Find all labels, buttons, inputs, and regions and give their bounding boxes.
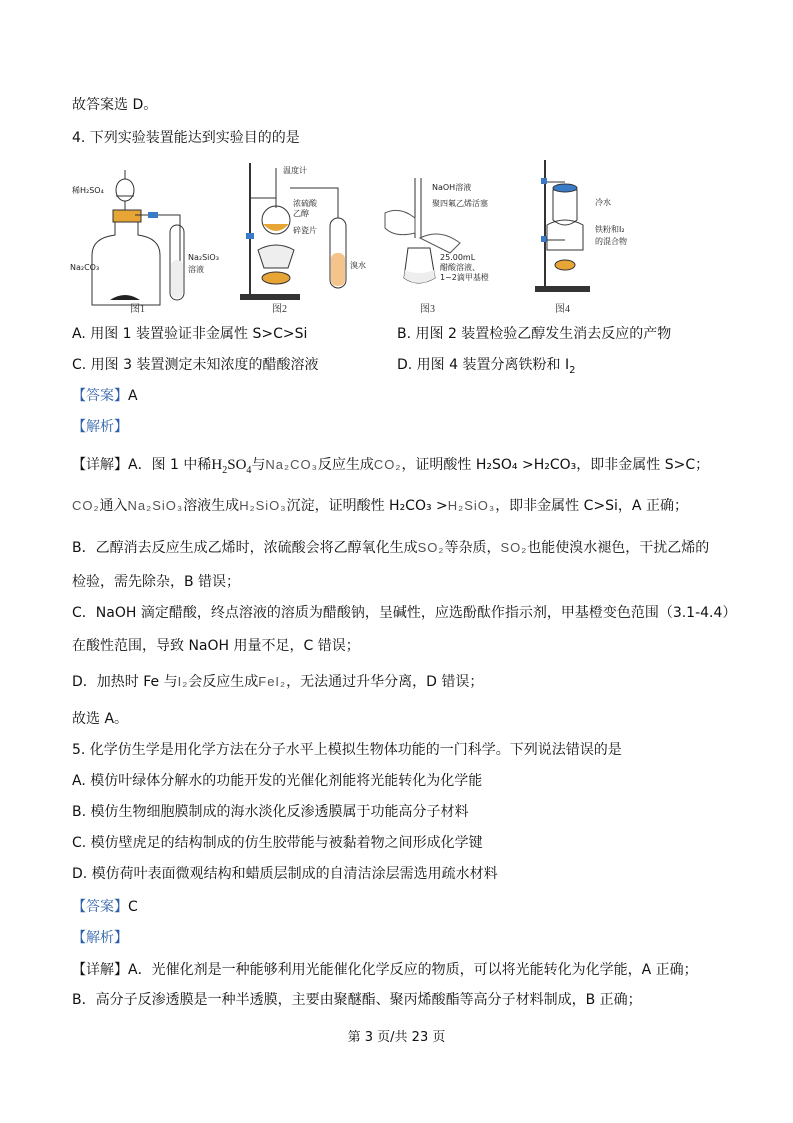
q4-detail-line-1: 【详解】A．图 1 中稀$H_2SO_4$与Na₂CO₃反应生成CO₂，证明酸性 H₂SO₄ >H₂CO₃，即非金属性 S>C；	[72, 457, 710, 476]
figure-4-caption: 图4	[555, 304, 570, 315]
prev-conclusion: 故答案选 D。	[72, 97, 158, 113]
q5-option-d: D. 模仿荷叶表面微观结构和蜡质层制成的自清洁涂层需选用疏水材料	[72, 866, 498, 882]
svg-text:乙醇: 乙醇	[293, 209, 309, 218]
page-footer: 第 3 页/共 23 页	[347, 1030, 446, 1045]
q5-option-c: C. 模仿壁虎足的结构制成的仿生胶带能与被黏着物之间形成化学键	[72, 835, 483, 851]
q5-answer: 【答案】C	[72, 899, 138, 915]
q4-detail-line-2: CO₂通入Na₂SiO₃溶液生成H₂SiO₃沉淀，证明酸性 H₂CO₃ >H₂SiO₃，即非金属性 C>Si，A 正确；	[72, 498, 688, 514]
q4-detail-line-7: D．加热时 Fe 与I₂会反应生成FeI₂，无法通过升华分离，D 错误；	[72, 674, 484, 690]
svg-text:1~2滴甲基橙: 1~2滴甲基橙	[440, 273, 489, 282]
q5-detail-line-1: 【详解】A．光催化剂是一种能够利用光能催化化学反应的物质，可以将光能转化为化学能，A 正确；	[72, 962, 698, 978]
q5-stem: 5. 化学仿生学是用化学方法在分子水平上模拟生物体功能的一门科学。下列说法错误的是	[72, 742, 622, 758]
q5-option-a: A. 模仿叶绿体分解水的功能开发的光催化剂能将光能转化为化学能	[72, 773, 483, 789]
q4-detail-line-4: 检验，需先除杂，B 错误；	[72, 574, 241, 590]
svg-text:25.00mL: 25.00mL	[440, 253, 476, 262]
figure-4	[535, 160, 655, 300]
figure-1-caption: 图1	[130, 304, 145, 315]
svg-text:Na₂SiO₃: Na₂SiO₃	[188, 253, 219, 262]
q4-analysis-tag: 【解析】	[72, 419, 128, 435]
svg-text:Na₂CO₃: Na₂CO₃	[70, 263, 100, 272]
svg-text:NaOH溶液: NaOH溶液	[432, 183, 472, 192]
q4-detail-line-6: 在酸性范围，导致 NaOH 用量不足，C 错误；	[72, 638, 360, 654]
q4-conclusion: 故选 A。	[72, 711, 129, 727]
svg-text:溴水: 溴水	[350, 261, 366, 270]
figure-3	[380, 178, 530, 298]
q4-option-b: B. 用图 2 装置检验乙醇发生消去反应的产物	[397, 326, 672, 342]
figure-2-caption: 图2	[272, 304, 287, 315]
svg-text:的混合物: 的混合物	[595, 237, 627, 246]
figure-2	[238, 158, 378, 308]
q4-stem: 4. 下列实验装置能达到实验目的的是	[72, 130, 300, 146]
svg-text:冷水: 冷水	[595, 198, 611, 207]
q4-answer: 【答案】A	[72, 388, 138, 404]
figure-1	[70, 160, 230, 315]
q5-detail-line-2: B．高分子反渗透膜是一种半透膜，主要由聚醚酯、聚丙烯酸酯等高分子材料制成，B 正确；	[72, 992, 642, 1008]
svg-text:铁粉和I₂: 铁粉和I₂	[595, 225, 625, 234]
q5-analysis-tag: 【解析】	[72, 930, 128, 946]
svg-text:温度计: 温度计	[283, 166, 307, 175]
figure-3-caption: 图3	[420, 304, 435, 315]
svg-text:稀H₂SO₄: 稀H₂SO₄	[72, 186, 104, 195]
q4-detail-line-5: C．NaOH 滴定醋酸，终点溶液的溶质为醋酸钠，呈碱性，应选酚酞作指示剂，甲基橙变色范围（3.1-4.4）	[72, 605, 737, 621]
svg-text:碎瓷片: 碎瓷片	[293, 226, 317, 235]
svg-text:聚四氟乙烯活塞: 聚四氟乙烯活塞	[432, 199, 488, 208]
svg-text:浓硫酸: 浓硫酸	[293, 199, 317, 208]
q4-option-a: A. 用图 1 装置验证非金属性 S>C>Si	[72, 326, 308, 342]
q4-option-d: D. 用图 4 装置分离铁粉和 $I_2$	[397, 357, 576, 376]
q5-option-b: B. 模仿生物细胞膜制成的海水淡化反渗透膜属于功能高分子材料	[72, 804, 469, 820]
h2so4-formula: $H_2SO_4$	[211, 457, 252, 476]
svg-text:醋酸溶液、: 醋酸溶液、	[440, 263, 480, 272]
q4-option-c: C. 用图 3 装置测定未知浓度的醋酸溶液	[72, 357, 319, 373]
svg-text:溶液: 溶液	[188, 265, 204, 274]
q4-detail-line-3: B．乙醇消去反应生成乙烯时，浓硫酸会将乙醇氧化生成SO₂等杂质，SO₂也能使溴水褪色，干扰乙烯的	[72, 540, 710, 556]
